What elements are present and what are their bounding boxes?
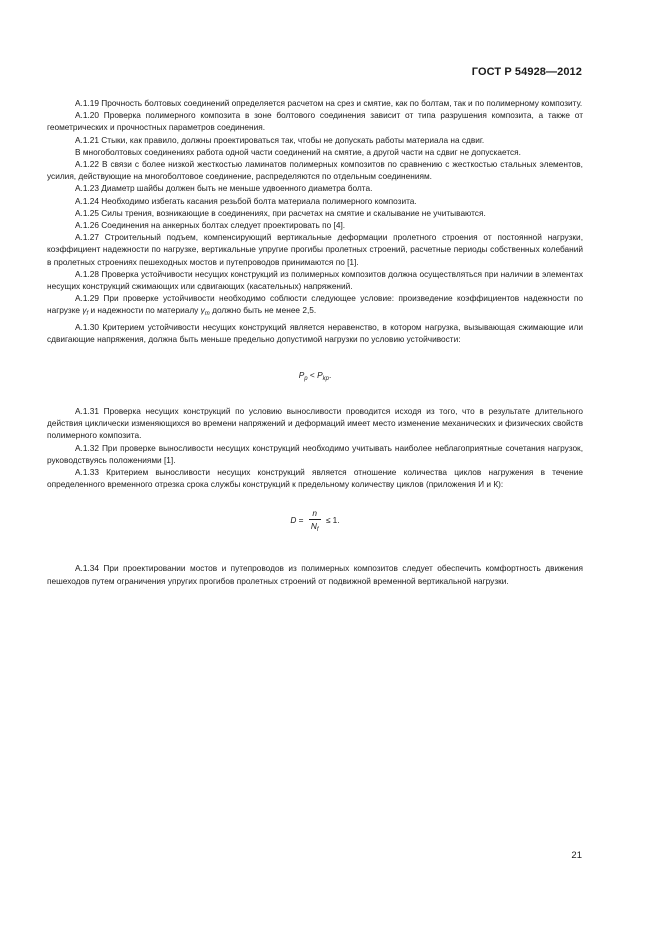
gamma-m-symbol: γ xyxy=(200,305,205,316)
paragraph-a-1-20: А.1.20 Проверка полимерного композита в зоне болтового соединения зависит от типа разрушения композита, а также от геометрических и прочностных параметров соединения. xyxy=(47,110,583,133)
endurance-formula xyxy=(47,500,583,540)
gamma-f-symbol: γ xyxy=(82,305,87,316)
formula2-denominator xyxy=(309,520,321,536)
formula1-p: P xyxy=(298,370,305,381)
paragraph-a-1-30: А.1.30 Критерием устойчивости несущих конструкций является неравенство, в котором нагрузка, вызывающая сжимающие или сдвигающие напряжения, должна быть меньше предельно допустимой нагрузки по условию устойчивости: xyxy=(47,321,583,344)
paragraph-a-1-29 xyxy=(47,292,583,320)
paragraph-a-1-28: А.1.28 Проверка устойчивости несущих конструкций из полимерных композитов должна осуществляться при наличии в элементах несущих конструкций сжимающих или сдвигающих (касательных) напряжений. xyxy=(47,268,583,292)
gamma-f-subscript: f xyxy=(86,311,89,318)
paragraph-a-1-34: А.1.34 При проектировании мостов и путепроводов из полимерных композитов следует обеспечить комфортность движения пешеходов путем ограничения упругих прогибов пролетных строений от подвижной временной вертикальной нагрузки. xyxy=(47,563,583,586)
paragraph-a-1-31: А.1.31 Проверка несущих конструкций по условию выносливости проводится исходя из того, что в результате длительного действия циклически изменяющихся во времени напряжений и деформаций имеет место изменение механических и физических свойств полимерного композита. xyxy=(47,406,583,441)
paragraph-a-1-25: А.1.25 Силы трения, возникающие в соединениях, при расчетах на смятие и скалывание не учитываются. xyxy=(75,207,486,218)
formula2-relation: ≤ 1. xyxy=(323,515,340,526)
formula2-den-n: N xyxy=(310,520,317,531)
document-body xyxy=(47,97,583,587)
paragraph-a-1-22: А.1.22 В связи с более низкой жесткостью ламинатов полимерных композитов по сравнению с жесткостью стальных элементов, усилия, действующие на многоболтовое соединение, распределяются по отдельным соединениям. xyxy=(47,159,583,182)
formula2-fraction xyxy=(309,507,321,536)
formula1-kp-subscript: kp xyxy=(322,376,329,383)
formula1-p-subscript: p xyxy=(304,376,308,383)
formula2-numerator: n xyxy=(309,507,321,520)
formula2-equals: = xyxy=(296,515,306,526)
paragraph-multibolt: В многоболтовых соединениях работа одной части соединений на смятие, а другой части на сдвиг не допускается. xyxy=(75,146,521,157)
formula1-p2: P xyxy=(317,370,323,381)
paragraph-a-1-19: А.1.19 Прочность болтовых соединений определяется расчетом на срез и смятие, как по болтам, так и по полимерному композиту. xyxy=(75,98,583,108)
p-a-1-29-text-c: должно быть не менее 2,5. xyxy=(209,305,317,316)
formula2-d: D xyxy=(290,515,297,526)
paragraph-a-1-21: А.1.21 Стыки, как правило, должны проектироваться так, чтобы не допускать работы материала на сдвиг. xyxy=(75,134,485,145)
paragraph-a-1-27: А.1.27 Строительный подъем, компенсирующий вертикальные деформации пролетного строения от постоянной нагрузки, коэффициент надежности по нагрузке, вертикальные упругие прогибы пролетных строений, расчетные периоды собственных колебаний в пролетных строениях пешеходных мостов и путепроводов принимаются по [1]. xyxy=(47,232,583,267)
paragraph-a-1-23: А.1.23 Диаметр шайбы должен быть не меньше удвоенного диаметра болта. xyxy=(75,183,373,194)
p-a-1-29-text-b: и надежности по материалу xyxy=(88,305,201,316)
page-number: 21 xyxy=(571,850,582,861)
formula2-den-subscript: f xyxy=(316,526,319,533)
paragraph-a-1-24: А.1.24 Необходимо избегать касания резьбой болта материала полимерного композита. xyxy=(75,195,417,206)
paragraph-a-1-26: А.1.26 Соединения на анкерных болтах следует проектировать по [4]. xyxy=(75,220,346,231)
stability-formula xyxy=(47,355,583,395)
paragraph-a-1-33: А.1.33 Критерием выносливости несущих конструкций является отношение количества циклов нагружения в течение определенного временного отрезка срока службы конструкций к предельному количеству циклов (приложения И и К): xyxy=(47,467,583,490)
p-a-1-29-text-a: А.1.29 При проверке устойчивости необходимо соблюсти следующее условие: произведение коэффициентов надежности по нагрузке xyxy=(47,293,583,316)
paragraph-a-1-32: А.1.32 При проверке выносливости несущих конструкций необходимо учитывать наиболее неблагоприятные сочетания нагрузок, руководствуясь положениями [1]. xyxy=(47,442,583,465)
document-header: ГОСТ Р 54928—2012 xyxy=(471,66,582,78)
formula1-end: . xyxy=(328,370,332,381)
formula1-operator: < xyxy=(307,370,318,381)
gamma-m-subscript: m xyxy=(204,311,210,318)
